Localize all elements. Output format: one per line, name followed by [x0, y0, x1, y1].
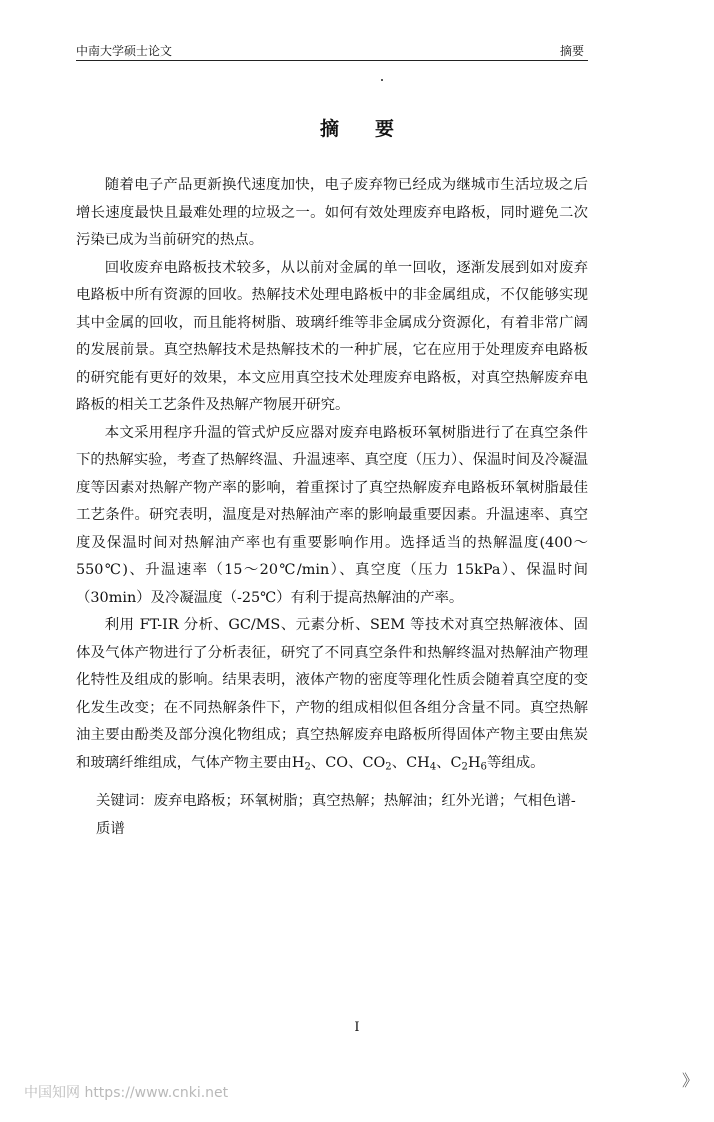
gas-ch4: $CH_4$	[406, 754, 437, 773]
abstract-paragraph-4: 利用 FT-IR 分析、GC/MS、元素分析、SEM 等技术对真空热解液体、固体及气体产物进行了分析表征，研究了不同真空条件和热解终温对热解油产物理化特性及组成的影响。结果表明，液体产物的密度等理化性质会随着真空度的变化发生改变；在不同热解条件下，产物的组成相似但各组分含量不同。真空热解油主要由酚类及部分溴化物组成；真空热解废弃电路板所得固体产物主要由焦炭和玻璃纤维组成，气体产物主要由$H_2$、CO、$CO_2$、$CH_4$、$C_2H_6$等组成。	[76, 617, 588, 773]
cnki-watermark: 中国知网 https://www.cnki.net	[24, 1085, 229, 1101]
decorative-dot	[381, 79, 383, 81]
abstract-paragraph-1: 随着电子产品更新换代速度加快，电子废弃物已经成为继城市生活垃圾之后增长速度最快且最难处理的垃圾之一。如何有效处理废弃电路板，同时避免二次污染已成为当前研究的热点。	[76, 177, 588, 248]
header-section-label: 摘要	[559, 44, 584, 58]
gas-h2: $H_2$	[291, 754, 311, 773]
keywords	[76, 788, 588, 843]
gas-c2h6: $C_2H_6$	[450, 754, 487, 773]
gas-co2: $CO_2$	[362, 754, 392, 773]
abstract-paragraph-2: 回收废弃电路板技术较多，从以前对金属的单一回收，逐渐发展到如对废弃电路板中所有资源的回收。热解技术处理电路板中的非金属组成，不仅能够实现其中金属的回收，而且能将树脂、玻璃纤维等非金属成分资源化，有着非常广阔的发展前景。真空热解技术是热解技术的一种扩展，它在应用于处理废弃电路板的研究能有更好的效果，本文应用真空技术处理废弃电路板，对真空热解废弃电路板的相关工艺条件及热解产物展开研究。	[76, 259, 588, 413]
page-number: I	[354, 1020, 360, 1035]
abstract-body	[76, 172, 588, 777]
gas-co: CO	[325, 754, 349, 771]
keywords-text: 关键词：废弃电路板；环氧树脂；真空热解；热解油；红外光谱；气相色谱-质谱	[96, 793, 576, 837]
page-header	[76, 40, 588, 61]
abstract-paragraph-3: 本文采用程序升温的管式炉反应器对废弃电路板环氧树脂进行了在真空条件下的热解实验，考查了热解终温、升温速率、真空度（压力）、保温时间及冷凝温度等因素对热解产物产率的影响，着重探讨了真空热解废弃电路板环氧树脂最佳工艺条件。研究表明，温度是对热解油产率的影响最重要因素。升温速率、真空度及保温时间对热解油产率也有重要影响作用。选择适当的热解温度(400～550℃)、升温速率（15～20℃/min）、真空度（压力 15kPa）、保温时间（30min）及冷凝温度（-25℃）有利于提高热解油的产率。	[76, 424, 588, 606]
page-title: 摘要	[319, 118, 430, 140]
corner-mark: 》	[682, 1071, 699, 1090]
paragraph-4-text: 利用 FT-IR 分析、GC/MS、元素分析、SEM 等技术对真空热解液体、固体及气体产物进行了分析表征，研究了不同真空条件和热解终温对热解油产物理化特性及组成的影响。结果表明，液体产物的密度等理化性质会随着真空度的变化发生改变；在不同热解条件下，产物的组成相似但各组分含量不同。真空热解油主要由酚类及部分溴化物组成；真空热解废弃电路板所得固体产物主要由焦炭和玻璃纤维组成，气体产物主要由	[76, 617, 588, 771]
header-thesis-label: 中南大学硕士论文	[76, 44, 173, 58]
